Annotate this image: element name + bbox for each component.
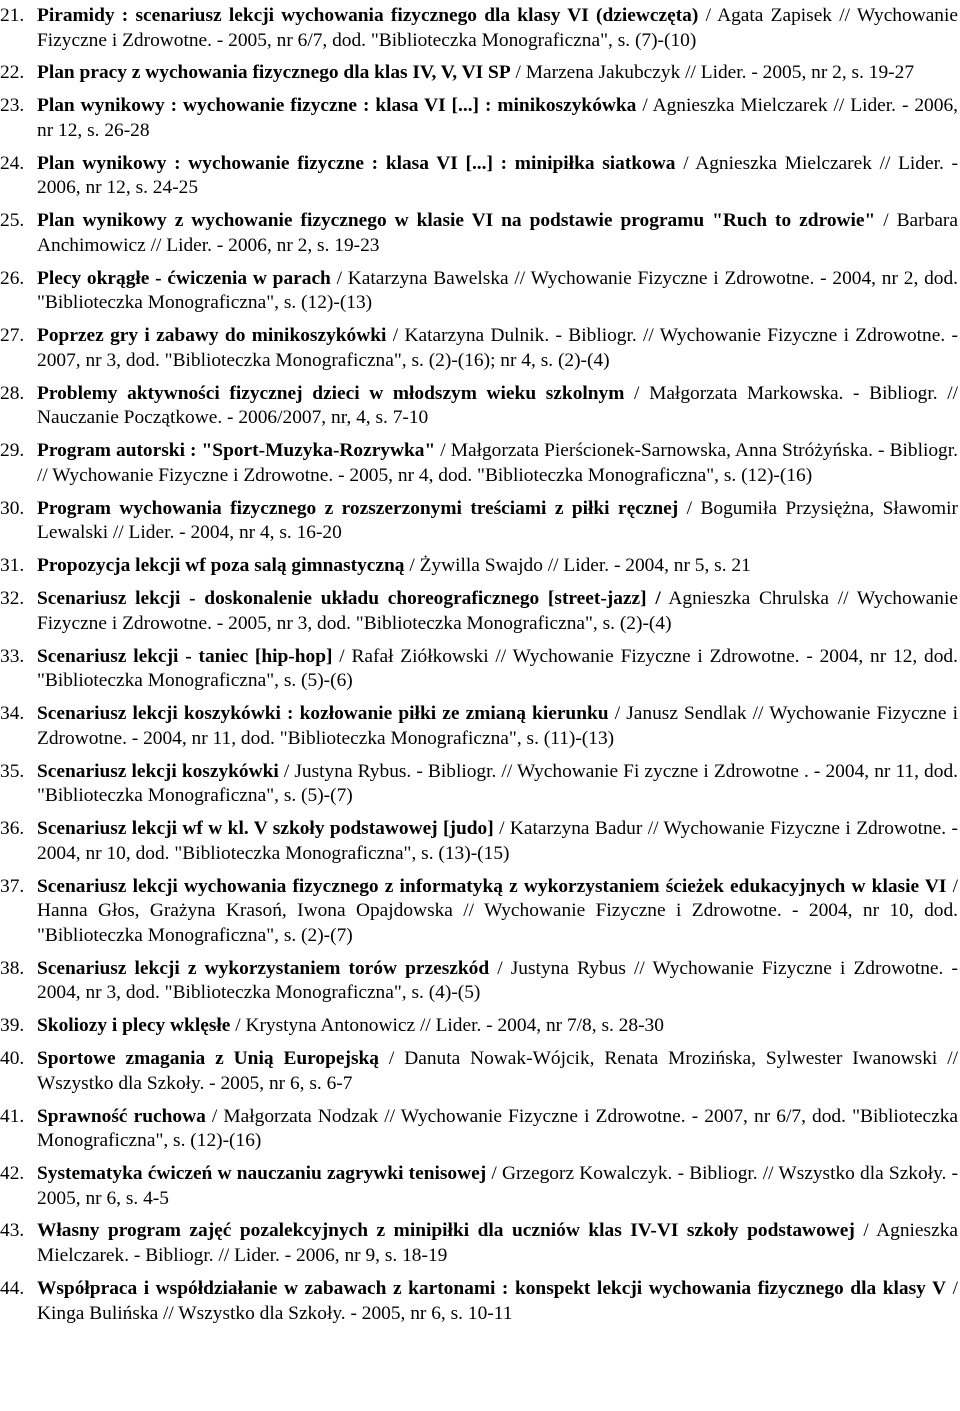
bibliography-entry bbox=[0, 554, 958, 579]
entry-number: 23. bbox=[0, 95, 25, 117]
bibliography-entry bbox=[0, 1162, 958, 1211]
entry-number: 32. bbox=[0, 588, 25, 610]
entry-title: Plecy okrągłe - ćwiczenia w parach bbox=[37, 267, 331, 289]
entry-number: 33. bbox=[0, 645, 25, 667]
entry-title: Własny program zajęć pozalekcyjnych z minipiłki dla uczniów klas IV-VI szkoły podstawowej bbox=[37, 1220, 855, 1242]
entry-title: Propozycja lekcji wf poza salą gimnastyczną bbox=[37, 555, 405, 577]
entry-details: / Małgorzata Nodzak // Wychowanie Fizyczne i Zdrowotne. - 2007, nr 6/7, dod. "Biblioteczka Monograficzna", s. (12)-(16) bbox=[37, 1105, 958, 1152]
entry-details: / Agata Zapisek // Wychowanie Fizyczne i Zdrowotne. - 2005, nr 6/7, dod. "Biblioteczka Monograficzna", s. (7)-(10) bbox=[37, 5, 958, 51]
bibliography-entry bbox=[0, 587, 958, 636]
entry-title: Współpraca i współdziałanie w zabawach z kartonami : konspekt lekcji wychowania fizycznego dla klasy V bbox=[37, 1277, 947, 1299]
entry-title: Plan pracy z wychowania fizycznego dla klas IV, V, VI SP bbox=[37, 62, 511, 84]
entry-title: Problemy aktywności fizycznej dzieci w młodszym wieku szkolnym bbox=[37, 382, 625, 404]
entry-title: Scenariusz lekcji - taniec [hip-hop] bbox=[37, 645, 333, 667]
entry-details: / Agnieszka Mielczarek // Lider. - 2006, nr 12, s. 24-25 bbox=[37, 152, 958, 199]
entry-number: 38. bbox=[0, 957, 25, 979]
entry-details: / Kinga Bulińska // Wszystko dla Szkoły. - 2005, nr 6, s. 10-11 bbox=[37, 1277, 958, 1324]
bibliography-entry bbox=[0, 1219, 958, 1268]
entry-title: Plan wynikowy : wychowanie fizyczne : klasa VI [...] : minipiłka siatkowa bbox=[37, 152, 676, 174]
entry-title: Program autorski : "Sport-Muzyka-Rozrywka" bbox=[37, 440, 436, 462]
entry-details: / Hanna Głos, Grażyna Krasoń, Iwona Opajdowska // Wychowanie Fizyczne i Zdrowotne. - 2004, nr 10, dod. "Biblioteczka Monograficzna", s. (2)-(7) bbox=[37, 875, 958, 946]
bibliography-entry bbox=[0, 817, 958, 866]
bibliography-entry bbox=[0, 1277, 958, 1326]
entry-title: Program wychowania fizycznego z rozszerzonymi treściami z piłki ręcznej bbox=[37, 497, 679, 519]
entry-title: Piramidy : scenariusz lekcji wychowania fizycznego dla klasy VI (dziewczęta) bbox=[37, 5, 699, 26]
entry-title: Sportowe zmagania z Unią Europejską bbox=[37, 1048, 379, 1070]
entry-title: Systematyka ćwiczeń w nauczaniu zagrywki tenisowej bbox=[37, 1162, 487, 1184]
bibliography-entry bbox=[0, 702, 958, 751]
bibliography-entry bbox=[0, 497, 958, 546]
entry-number: 42. bbox=[0, 1162, 25, 1184]
bibliography-entry bbox=[0, 267, 958, 316]
entry-details: / Agnieszka Mielczarek. - Bibliogr. // Lider. - 2006, nr 9, s. 18-19 bbox=[37, 1220, 958, 1267]
entry-number: 39. bbox=[0, 1015, 25, 1037]
entry-number: 34. bbox=[0, 703, 25, 725]
entry-title: Skoliozy i plecy wklęsłe bbox=[37, 1015, 231, 1037]
bibliography-entry bbox=[0, 324, 958, 373]
bibliography-entry bbox=[0, 382, 958, 431]
entry-details: / Janusz Sendlak // Wychowanie Fizyczne i Zdrowotne. - 2004, nr 11, dod. "Biblioteczka Monograficzna", s. (11)-(13) bbox=[37, 703, 958, 749]
entry-number: 25. bbox=[0, 210, 25, 232]
entry-details: / Żywilla Swajdo // Lider. - 2004, nr 5, s. 21 bbox=[404, 555, 751, 577]
entry-number: 30. bbox=[0, 497, 25, 519]
entry-details: / Marzena Jakubczyk // Lider. - 2005, nr 2, s. 19-27 bbox=[510, 62, 915, 84]
entry-title: Scenariusz lekcji koszykówki : kozłowanie piłki ze zmianą kierunku bbox=[37, 703, 609, 725]
entry-title: Scenariusz lekcji z wykorzystaniem torów przeszkód bbox=[37, 957, 490, 979]
entry-details: / Katarzyna Badur // Wychowanie Fizyczne i Zdrowotne. - 2004, nr 10, dod. "Biblioteczka Monograficzna", s. (13)-(15) bbox=[37, 818, 958, 864]
entry-number: 37. bbox=[0, 875, 25, 897]
entry-details: / Małgorzata Markowska. - Bibliogr. // Nauczanie Początkowe. - 2006/2007, nr, 4, s. 7-10 bbox=[37, 382, 958, 429]
bibliography-entry bbox=[0, 875, 958, 949]
bibliography-entry bbox=[0, 94, 958, 143]
bibliography-entry bbox=[0, 1047, 958, 1096]
entry-title: Scenariusz lekcji wychowania fizycznego z informatyką z wykorzystaniem ścieżek edukacyjnych w klasie VI bbox=[37, 875, 947, 897]
bibliography-entry bbox=[0, 645, 958, 694]
bibliography-entry bbox=[0, 4, 958, 53]
entry-title: Scenariusz lekcji wf w kl. V szkoły podstawowej [judo] bbox=[37, 818, 494, 840]
entry-number: 41. bbox=[0, 1105, 25, 1127]
entry-details: / Justyna Rybus // Wychowanie Fizyczne i Zdrowotne. - 2004, nr 3, dod. "Biblioteczka Monograficzna", s. (4)-(5) bbox=[37, 957, 958, 1004]
entry-title: Plan wynikowy z wychowanie fizycznego w klasie VI na podstawie programu "Ruch to zdrowie" bbox=[37, 210, 876, 232]
entry-details: / Katarzyna Dulnik. - Bibliogr. // Wychowanie Fizyczne i Zdrowotne. - 2007, nr 3, dod. "Biblioteczka Monograficzna", s. (2)-(16); nr 4, s. (2)-(4) bbox=[37, 325, 958, 371]
entry-details: / Danuta Nowak-Wójcik, Renata Mrozińska, Sylwester Iwanowski // Wszystko dla Szkoły. - 2005, nr 6, s. 6-7 bbox=[37, 1048, 958, 1094]
entry-title: Sprawność ruchowa bbox=[37, 1105, 206, 1127]
entry-title: Poprzez gry i zabawy do minikoszykówki bbox=[37, 325, 387, 347]
entry-details: / Barbara Anchimowicz // Lider. - 2006, nr 2, s. 19-23 bbox=[37, 210, 958, 256]
bibliography-entry bbox=[0, 209, 958, 258]
entry-details: Agnieszka Chrulska // Wychowanie Fizyczne i Zdrowotne. - 2005, nr 3, dod. "Biblioteczka Monograficzna", s. (2)-(4) bbox=[37, 588, 958, 634]
entry-title: Plan wynikowy : wychowanie fizyczne : klasa VI [...] : minikoszykówka bbox=[37, 95, 637, 117]
entry-number: 24. bbox=[0, 152, 25, 174]
entry-details: / Krystyna Antonowicz // Lider. - 2004, nr 7/8, s. 28-30 bbox=[230, 1015, 664, 1037]
entry-details: / Katarzyna Bawelska // Wychowanie Fizyczne i Zdrowotne. - 2004, nr 2, dod. "Biblioteczka Monograficzna", s. (12)-(13) bbox=[37, 267, 959, 314]
bibliography-entry bbox=[0, 152, 958, 201]
entry-title: Scenariusz lekcji koszykówki bbox=[37, 760, 279, 782]
bibliography-entry bbox=[0, 760, 958, 809]
bibliography-entry bbox=[0, 61, 958, 86]
bibliography-entry bbox=[0, 1014, 958, 1039]
entry-details: / Rafał Ziółkowski // Wychowanie Fizyczne i Zdrowotne. - 2004, nr 12, dod. "Biblioteczka Monograficzna", s. (5)-(6) bbox=[37, 645, 958, 692]
entry-details: / Grzegorz Kowalczyk. - Bibliogr. // Wszystko dla Szkoły. - 2005, nr 6, s. 4-5 bbox=[37, 1162, 958, 1209]
entry-details: / Bogumiła Przysiężna, Sławomir Lewalski // Lider. - 2004, nr 4, s. 16-20 bbox=[37, 497, 958, 544]
entry-details: / Małgorzata Pierścionek-Sarnowska, Anna Stróżyńska. - Bibliogr. // Wychowanie Fizyczne i Zdrowotne. - 2005, nr 4, dod. "Biblioteczka Monograficzna", s. (12)-(16) bbox=[37, 440, 958, 486]
entry-number: 29. bbox=[0, 440, 25, 462]
entry-number: 27. bbox=[0, 325, 25, 347]
entry-number: 40. bbox=[0, 1048, 25, 1070]
entry-title: Scenariusz lekcji - doskonalenie układu choreograficznego [street-jazz] / bbox=[37, 588, 661, 610]
bibliography-entry bbox=[0, 957, 958, 1006]
entry-number: 28. bbox=[0, 382, 25, 404]
entry-number: 21. bbox=[0, 5, 25, 26]
entry-number: 22. bbox=[0, 62, 25, 84]
entry-number: 31. bbox=[0, 555, 25, 577]
entry-number: 44. bbox=[0, 1277, 25, 1299]
entry-details: / Justyna Rybus. - Bibliogr. // Wychowanie Fi zyczne i Zdrowotne . - 2004, nr 11, dod. "Biblioteczka Monograficzna", s. (5)-(7) bbox=[37, 760, 958, 807]
entry-details: / Agnieszka Mielczarek // Lider. - 2006, nr 12, s. 26-28 bbox=[37, 95, 958, 141]
entry-number: 35. bbox=[0, 760, 25, 782]
entry-number: 36. bbox=[0, 818, 25, 840]
entry-number: 43. bbox=[0, 1220, 25, 1242]
bibliography-entry bbox=[0, 1105, 958, 1154]
bibliography-entry bbox=[0, 439, 958, 488]
entry-number: 26. bbox=[0, 267, 25, 289]
